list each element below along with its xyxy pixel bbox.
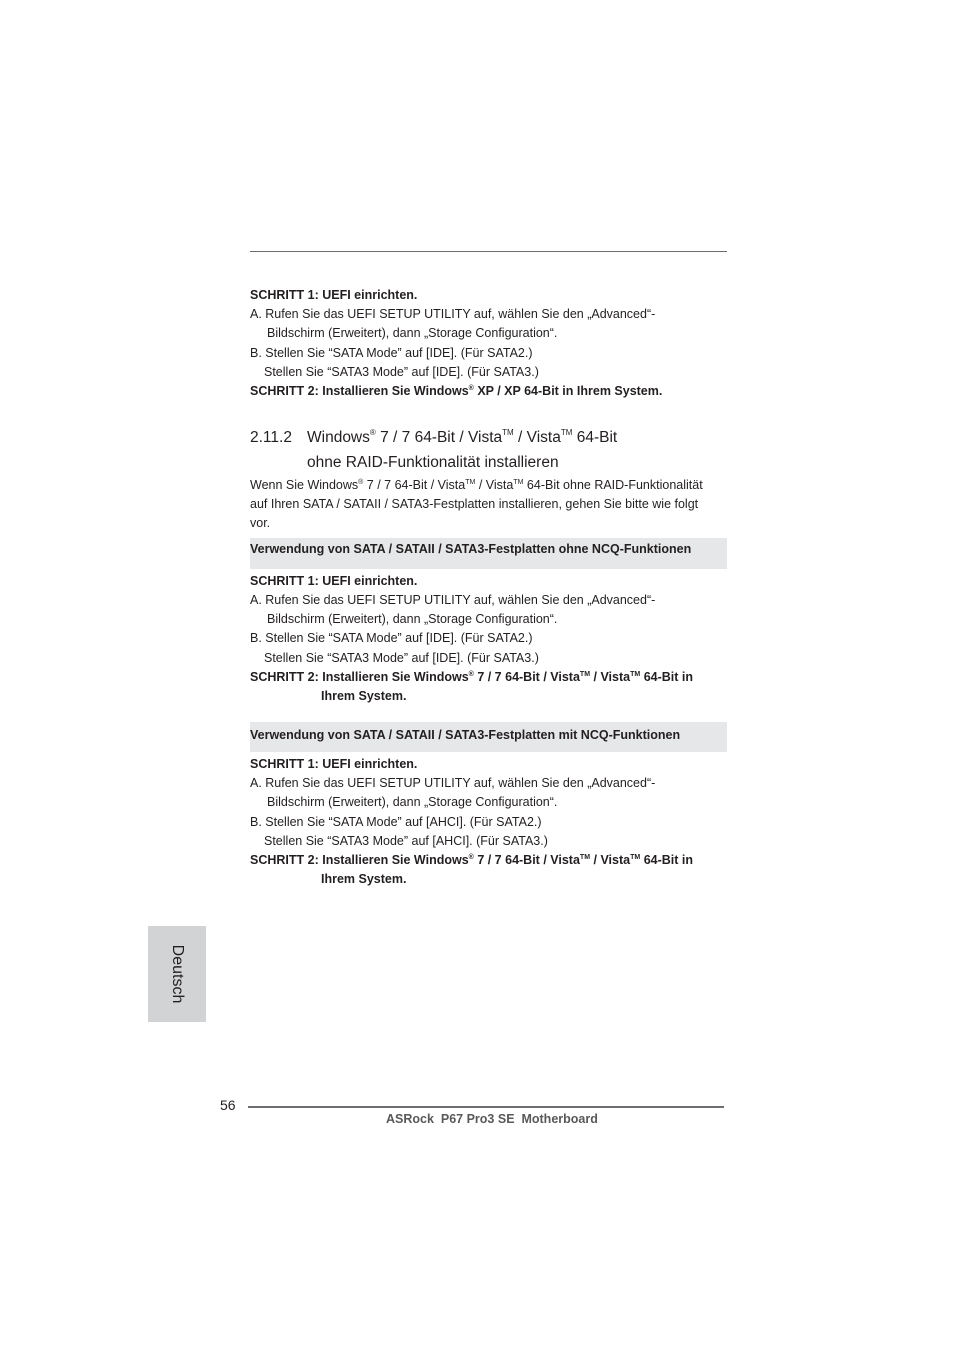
s2-a-line1: A. Rufen Sie das UEFI SETUP UTILITY auf, wählen Sie den „Advanced“- (250, 593, 656, 607)
s3-b-line2: Stellen Sie “SATA3 Mode” auf [AHCI]. (Für SATA3.) (264, 834, 548, 848)
s1-b-line2: Stellen Sie “SATA3 Mode” auf [IDE]. (Für SATA3.) (264, 365, 539, 379)
s1-b-line1: B. Stellen Sie “SATA Mode” auf [IDE]. (Für SATA2.) (250, 346, 533, 360)
s3-a-line2: Bildschirm (Erweitert), dann „Storage Configuration“. (267, 795, 558, 809)
s3-header-bar: Verwendung von SATA / SATAII / SATA3-Festplatten mit NCQ-Funktionen (250, 722, 727, 752)
s2-b-line1: B. Stellen Sie “SATA Mode” auf [IDE]. (Für SATA2.) (250, 631, 533, 645)
s1-step1-title: SCHRITT 1: UEFI einrichten. (250, 288, 418, 302)
heading-number: 2.11.2 (250, 429, 292, 446)
s2-a-line2: Bildschirm (Erweitert), dann „Storage Configuration“. (267, 612, 558, 626)
section-heading: 2.11.2 Windows® 7 / 7 64-Bit / Vista™ / Vista™ 64-Bit (250, 428, 618, 446)
footer-product-name: ASRock P67 Pro3 SE Motherboard (386, 1112, 598, 1126)
s2-step2-line2: Ihrem System. (321, 689, 407, 703)
s1-a-line1: A. Rufen Sie das UEFI SETUP UTILITY auf, wählen Sie den „Advanced“- (250, 307, 656, 321)
intro-line1: Wenn Sie Windows® 7 / 7 64-Bit / Vista™ / Vista™ 64-Bit ohne RAID-Funktionalität (250, 478, 703, 492)
s1-a-line2: Bildschirm (Erweitert), dann „Storage Configuration“. (267, 326, 558, 340)
s3-step2-line2: Ihrem System. (321, 872, 407, 886)
s1-step2: SCHRITT 2: Installieren Sie Windows® XP / XP 64-Bit in Ihrem System. (250, 384, 663, 398)
s2-step2: SCHRITT 2: Installieren Sie Windows® 7 / 7 64-Bit / Vista™ / Vista™ 64-Bit in (250, 670, 694, 684)
language-label: Deutsch (169, 944, 186, 1004)
intro-line3: vor. (250, 516, 271, 530)
s3-a-line1: A. Rufen Sie das UEFI SETUP UTILITY auf, wählen Sie den „Advanced“- (250, 776, 656, 790)
s3-step2: SCHRITT 2: Installieren Sie Windows® 7 / 7 64-Bit / Vista™ / Vista™ 64-Bit in (250, 853, 694, 867)
page-number: 56 (220, 1097, 236, 1113)
intro-line2: auf Ihren SATA / SATAII / SATA3-Festplatten installieren, gehen Sie bitte wie folgt (250, 497, 699, 511)
footer-rule (248, 1106, 724, 1108)
s3-b-line1: B. Stellen Sie “SATA Mode” auf [AHCI]. (Für SATA2.) (250, 815, 542, 829)
s2-step1-title: SCHRITT 1: UEFI einrichten. (250, 574, 418, 588)
s2-header-bar: Verwendung von SATA / SATAII / SATA3-Festplatten ohne NCQ-Funktionen (250, 538, 727, 569)
top-rule (250, 251, 727, 252)
s2-b-line2: Stellen Sie “SATA3 Mode” auf [IDE]. (Für SATA3.) (264, 651, 539, 665)
s3-step1-title: SCHRITT 1: UEFI einrichten. (250, 757, 418, 771)
language-side-tab (148, 926, 206, 1022)
section-heading-line2: ohne RAID-Funktionalität installieren (307, 454, 559, 471)
